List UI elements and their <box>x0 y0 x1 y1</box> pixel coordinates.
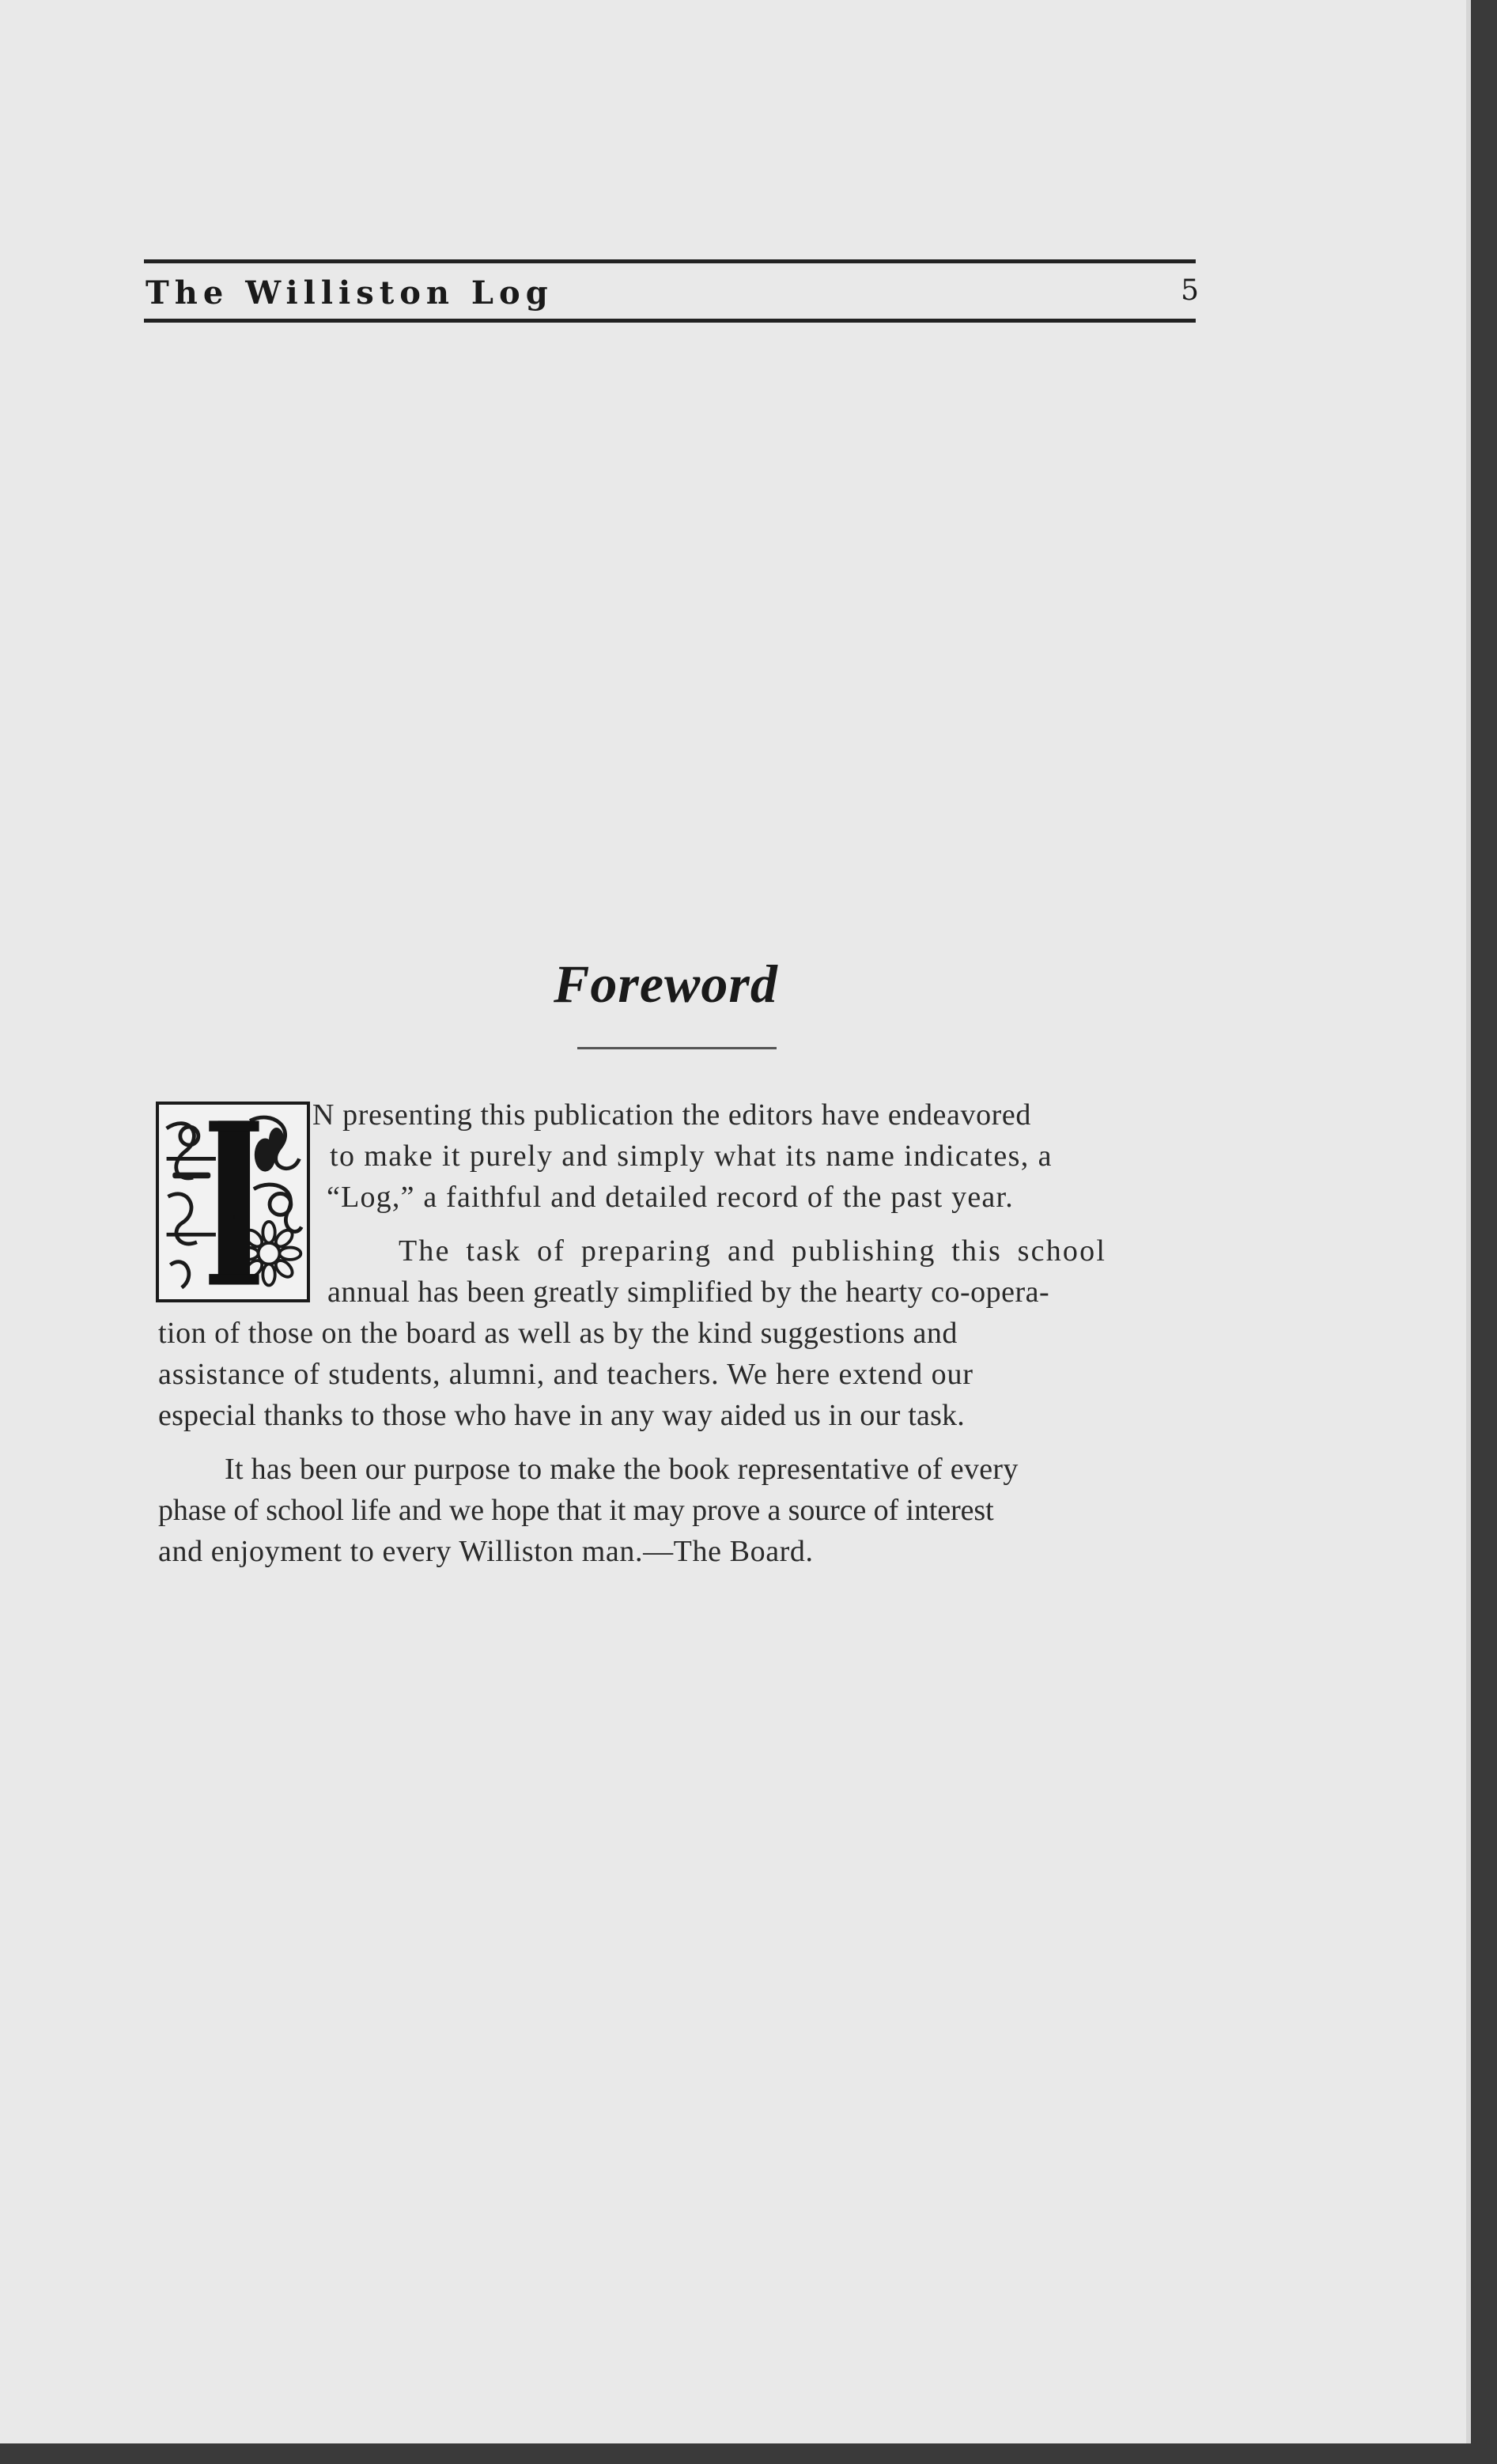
paragraph-line: and enjoyment to every Williston man.—The Board. <box>158 1535 814 1568</box>
paragraph-line: annual has been greatly simplified by the hearty co-opera- <box>327 1275 1050 1309</box>
paragraph-line: assistance of students, alumni, and teachers. We here extend our <box>158 1358 973 1391</box>
paragraph-line: especial thanks to those who have in any way aided us in our task. <box>158 1399 965 1432</box>
paragraph-line: to make it purely and simply what its name indicates, a <box>330 1139 1053 1173</box>
running-header-title: The Williston Log <box>146 274 554 312</box>
paragraph-line: “Log,” a faithful and detailed record of the past year. <box>327 1181 1014 1214</box>
paragraph-line: It has been our purpose to make the book representative of every <box>225 1453 1019 1486</box>
drop-cap-letter: I <box>232 1213 236 1223</box>
paragraph-line: tion of those on the board as well as by the kind suggestions and <box>158 1317 958 1350</box>
ornamental-drop-cap <box>156 1102 310 1302</box>
page-number: 5 <box>1181 274 1199 307</box>
paragraph-line: The task of preparing and publishing this school <box>399 1234 1107 1268</box>
running-header <box>144 259 1199 323</box>
floral-ornament-icon <box>159 1105 307 1299</box>
title-underline <box>577 1047 777 1049</box>
paragraph-line: N presenting this publication the editors have endeavored <box>312 1098 1031 1132</box>
paragraph-line: phase of school life and we hope that it may prove a source of interest <box>158 1494 994 1527</box>
section-title: Foreword <box>554 954 778 1014</box>
